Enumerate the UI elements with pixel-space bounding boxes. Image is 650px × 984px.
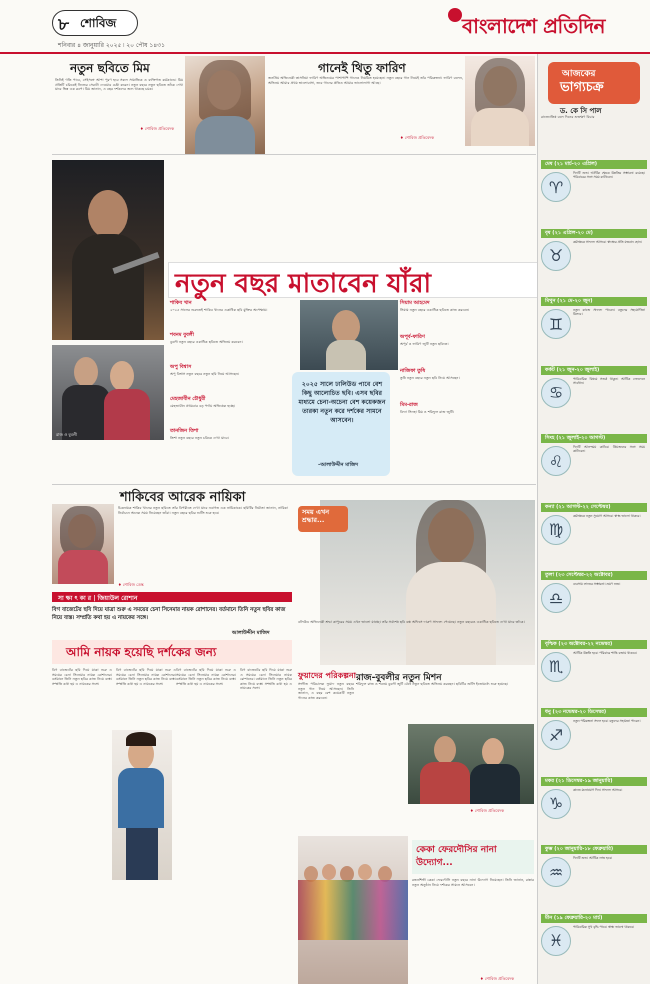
divider: [52, 484, 536, 485]
horoscope-title: ভাগ্যচক্র: [560, 80, 604, 95]
horoscope-author: ড. কে সি পাল: [560, 107, 602, 115]
raj-text: শরিফুল রাজ ও শবনম বুবলী জুটি বেঁধে নতুন ছবিতে অভিনয় করছেন। ছবিটির শুটিং ইতোমধ্যে শুরু হয়েছে।: [356, 682, 509, 686]
face-text-7: অপূর্ব ও ফারিণ জুটি নতুন ছবিতে।: [400, 342, 449, 346]
horoscope-sign-title: তুলা (২৩ সেপ্টেম্বর-২২ অক্টোবর): [541, 571, 647, 580]
zodiac-icon: ♍: [541, 515, 571, 545]
horoscope-sign-title: বৃষ (২১ এপ্রিল-২০ মে): [541, 229, 647, 238]
zodiac-icon: ♌: [541, 446, 571, 476]
quote-text: ২০২৫ সালে ঢালিউড পাবে বেশ কিছু আলোচিত ছবি। এসব ছবির মাধ্যমে চেনা-অচেনা বেশ কয়েকজন তারকা নতুন করে দর্শকের সামনে আসবেন।: [298, 381, 386, 424]
horoscope-intro: রাজ্যোতিষ বলে দিনের শুভক্ষণ বিচার: [541, 115, 595, 119]
horoscope-sign-title: বৃশ্চিক (২৩ অক্টোবর-২২ নভেম্বর): [541, 640, 647, 649]
shakib-credit: ♦ শোবিজ ডেস্ক: [118, 582, 144, 587]
horoscope-sign-text: পারিবারিক বিষয়ে সতর্ক থাকুন। আর্থিক লেনদেনে সাবধান।: [573, 376, 645, 385]
horoscope-sign-text: পারিবারিক সুখ বৃদ্ধি পাবে। স্বাস্থ্য ভালো থাকবে।: [573, 924, 635, 929]
brand-name: বাংলাদেশ প্রতিদিন: [462, 14, 605, 38]
zodiac-icon: ♐: [541, 720, 571, 750]
interview-author: আলাউদ্দীন মাজিদ: [232, 630, 270, 636]
new-faces-right: [400, 300, 534, 460]
roshan-photo: [112, 730, 172, 880]
face-name-9: মিম-রাজ: [400, 402, 418, 408]
gaane-text: জনপ্রিয় অভিনেত্রী তাসনিয়া ফারিণ অভিনয়ের পাশাপাশি গানেও নিয়মিত হয়েছেন। নতুন বছরে গান নিয়েই তাঁর পরিকল্পনা। ফারিণ বলেন, অভিনয় আমার প্রথম ভালোবাসা, তবে গানের প্রতিও আমার ভালোলাগা আছে।: [268, 76, 463, 85]
horoscope-sign-text: কর্মক্ষেত্রে সাফল্য আসবে। স্বাস্থ্যের প্রতি যত্নবান হোন।: [573, 239, 642, 244]
fusion-text: সংগীত পরিচালক ফুয়াদ নতুন বছরে নতুন গান নিয়ে আসছেন। তিনি জানান, এ বছর বেশ কয়েকটি নতুন গানের কাজ করবেন।: [298, 682, 354, 700]
farin-photo: [465, 56, 535, 146]
face-name-2: শবনম বুবলী: [170, 332, 194, 338]
interview-title: আমি নায়ক হয়েছি দর্শকের জন্য: [66, 645, 217, 659]
face-name-7: অপূর্ব-ফারিণ: [400, 334, 425, 340]
shomoy-title: সময় এখন শ্রদ্ধার...: [302, 508, 330, 524]
horoscope-sign-title: কন্যা (২১ আগস্ট-২২ সেপ্টেম্বর): [541, 503, 647, 512]
heroine-photo: [52, 504, 114, 584]
keka-credit: ♦ শোবিজ প্রতিবেদক: [480, 976, 515, 981]
horoscope-sign-text: নতুন পরিকল্পনা সফল হবে। বন্ধুদের সহায়তা পাবেন।: [573, 719, 641, 723]
zodiac-icon: ♋: [541, 378, 571, 408]
horoscope-sign-title: মেষ (২১ মার্চ-২০ এপ্রিল): [541, 160, 647, 169]
interview-col-1: বিগ বাজেটের ছবি দিয়ে যাত্রা শুরু এ সময়ের চেনা সিনেমার নায়ক রোশানের। বর্তমানে তিনি নতুন ছবির কাজ নিয়ে ব্যস্ত। সম্প্রতি কথা হয় এ নায়কের সঙ্গে।: [52, 668, 112, 686]
horoscope-sign-text: দিনটি শুভ। আর্থিক ক্ষেত্রে উন্নতির সম্ভাবনা রয়েছে। পরিবারের সঙ্গে সময় কাটাবেন।: [573, 171, 645, 180]
horoscope-sign-title: মীন (১৯ ফেব্রুয়ারি-২০ মার্চ): [541, 914, 647, 923]
keka-title: কেকা ফেরদৌসির নানা উদ্যোগ...: [416, 845, 497, 868]
horoscope-sign-text: নতুন কাজে সাফল্য পাবেন। বন্ধুদের সহযোগিতা মিলবে।: [573, 308, 645, 317]
page-number: ৮: [58, 15, 70, 35]
actress-photo: [300, 300, 398, 370]
horoscope-title-top: আজকের: [562, 69, 596, 79]
gaane-title: গানেই থিতু ফারিণ: [318, 61, 406, 75]
horoscope-sign-text: ব্যবসায় লাভের সম্ভাবনা। ভ্রমণ শুভ।: [573, 582, 621, 586]
horoscope-sign-title: মিথুন (২১ মে-২০ জুন): [541, 297, 647, 306]
face-name-3: অপু বিশ্বাস: [170, 364, 192, 370]
raj-bubly-photo: [408, 724, 534, 804]
face-name-1: শাকিব খান: [170, 300, 192, 306]
raj-credit: ♦ শোবিজ প্রতিবেদক: [470, 808, 505, 813]
brand-logo-icon: [448, 8, 462, 22]
keka-text: রন্ধনশিল্পী কেকা ফেরদৌসি নতুন বছরে নানা উদ্যোগ নিয়েছেন। তিনি জানান, রান্নার নতুন অনুষ্ঠান নিয়ে দর্শকের সামনে আসবেন।: [412, 878, 534, 887]
face-name-6: সিয়াম আহমেদ: [400, 300, 430, 306]
face-name-8: নাজিফা তুষি: [400, 368, 426, 374]
gaane-credit: ♦ শোবিজ প্রতিবেদক: [400, 135, 435, 140]
face-text-6: সিয়াম নতুন বছরে একাধিক ছবিতে কাজ করবেন।: [400, 308, 470, 312]
face-text-2: বুবলী নতুন বছরে একাধিক ছবিতে অভিনয় করবেন।: [170, 340, 243, 344]
shakib-photo: [52, 160, 164, 340]
shomoy-text: বলিউড অভিনেত্রী শ্রদ্ধা কাপুরের সময় এখন ভালো যাচ্ছে। তাঁর সর্বশেষ ছবি বক্স অফিসে দারুণ সাফল্য পেয়েছে। নতুন বছরেও একাধিক ছবিতে দেখা যাবে তাঁকে।: [298, 620, 525, 624]
zodiac-icon: ♑: [541, 789, 571, 819]
shakib-title: শাকিবের আরেক নায়িকা: [120, 490, 246, 505]
shakib-text: চিত্রনায়ক শাকিব খানের নতুন ছবিতে তাঁর বিপরীতে দেখা যাবে নবাগত এক নায়িকাকে। ছবিটির নির্মাতা জানান, নায়িকা নির্বাচনে অনেক সময় নিয়েছেন তাঁরা। নতুন বছরে ছবির শুটিং শুরু হবে।: [118, 506, 288, 515]
fusion-title: ফুয়াদের পরিকল্পনা: [298, 671, 357, 680]
face-name-4: মেহজাবীন চৌধুরী: [170, 396, 206, 402]
couple-photo: [52, 345, 164, 440]
horoscope-sign-title: ধনু (২৩ নভেম্বর-২০ ডিসেম্বর): [541, 708, 647, 717]
horoscope-sign-title: কর্কট (২১ জুন-২০ জুলাই): [541, 366, 647, 375]
mim-credit: ♦ শোবিজ প্রতিবেদক: [140, 126, 175, 131]
zodiac-icon: ♏: [541, 652, 571, 682]
zodiac-icon: ♓: [541, 926, 571, 956]
mim-photo: [185, 56, 265, 154]
face-text-4: মেহজাবীন প্রথমবার বড় পর্দায় অভিষেক হচ্ছে।: [170, 404, 236, 408]
horoscope-sign-text: দিনটি শুভ। আর্থিক লাভ হবে।: [573, 856, 613, 860]
mim-text: তিনিই গতি পাবে, সেইসঙ্গে আশা পূরণ হবে সকল সামাজিক ও ব্যক্তিগত কর্মকাণ্ডে। মিম প্রতিটি চরিত্রেই নিজের সেরাটা দেওয়ার চেষ্টা করেন। নতুন বছরে নতুন ছবিতে তাঁকে দেখা যাবে ভিন্ন এক রূপে। মিম জানান, এ বছর দর্শকদের জন্য থাকছে চমক।: [55, 78, 183, 92]
horoscope-sign-text: আর্থিক উন্নতি হবে। পরিবারে শান্তি বজায় থাকবে।: [573, 650, 637, 655]
interview-col-2: বিগ বাজেটের ছবি দিয়ে যাত্রা শুরু এ সময়ের চেনা সিনেমার নায়ক রোশানের। বর্তমানে তিনি নতুন ছবির কাজ নিয়ে ব্যস্ত। সম্প্রতি কথা হয় এ নায়কের সঙ্গে।: [116, 668, 176, 686]
date-line: শনিবার ৪ জানুয়ারি ২০২৫ ৷ ২০ পৌষ ১৪৩১: [58, 42, 165, 49]
face-name-5: তানজিন তিশা: [170, 428, 199, 434]
horoscope-sign-text: কাজে মনোযোগ দিন। সাফল্য আসবে।: [573, 787, 623, 792]
interview-col-3: বিগ বাজেটের ছবি দিয়ে যাত্রা শুরু এ সময়ের চেনা সিনেমার নায়ক রোশানের। বর্তমানে তিনি নতুন ছবির কাজ নিয়ে ব্যস্ত। সম্প্রতি কথা হয় এ নায়কের সঙ্গে।: [176, 668, 236, 686]
keka-photo: [298, 836, 408, 984]
section-name: শোবিজ: [80, 16, 117, 30]
zodiac-icon: ♊: [541, 309, 571, 339]
quote-author: –আলাউদ্দীন মাজিদ: [318, 462, 359, 468]
mim-title: নতুন ছবিতে মিম: [70, 61, 150, 75]
horoscope-sign-title: মকর (২১ ডিসেম্বর-১৯ জানুয়ারি): [541, 777, 647, 786]
couple-caption: রাজ ও বুবলী: [56, 432, 78, 437]
horoscope-sign-title: কুম্ভ (২০ জানুয়ারি-১৮ ফেব্রুয়ারি): [541, 845, 647, 854]
zodiac-icon: ♉: [541, 241, 571, 271]
interview-tag: সা ক্ষা ৎ কা র | জিয়াউল রোশান: [58, 595, 138, 602]
face-text-5: তিশা নতুন বছরে নতুন চরিত্রে দেখা যাবে।: [170, 436, 229, 440]
horoscope-sign-title: সিংহ (২১ জুলাই-২০ আগস্ট): [541, 434, 647, 443]
horoscope-sign-text: কর্মক্ষেত্রে নতুন সুযোগ আসবে। স্বাস্থ্য ভালো থাকবে।: [573, 513, 641, 518]
new-faces-left: [170, 300, 290, 460]
zodiac-icon: ♒: [541, 857, 571, 887]
zodiac-icon: ♎: [541, 583, 571, 613]
face-text-1: ২০২৫ সালের শুরুতেই শাকিব খানের একাধিক ছবি মুক্তির অপেক্ষায়।: [170, 308, 268, 312]
interview-intro: বিগ বাজেটের ছবি দিয়ে যাত্রা শুরু এ সময়ের চেনা সিনেমার নায়ক রোশানের। বর্তমানে তিনি নতুন ছবির কাজ নিয়ে ব্যস্ত। সম্প্রতি কথা হয় এ নায়কের সঙ্গে।: [52, 607, 286, 621]
raj-title: রাজ-বুবলীর নতুন মিশন: [356, 673, 442, 683]
face-text-8: তুষি নতুন বছরে নতুন ছবি নিয়ে আসছেন।: [400, 376, 460, 380]
face-text-3: অপু বিশ্বাস নতুন বছরে নতুন ছবি নিয়ে আসছেন।: [170, 372, 240, 376]
face-text-9: বিদ্যা সিনহা মিম ও শরিফুল রাজ জুটি।: [400, 410, 455, 414]
divider: [52, 154, 536, 155]
banner-title: নতুন বছর মাতাবেন যাঁরা: [175, 269, 432, 299]
zodiac-icon: ♈: [541, 172, 571, 202]
interview-col-4: বিগ বাজেটের ছবি দিয়ে যাত্রা শুরু এ সময়ের চেনা সিনেমার নায়ক রোশানের। বর্তমানে তিনি নতুন ছবির কাজ নিয়ে ব্যস্ত। সম্প্রতি কথা হয় এ নায়কের সঙ্গে।: [240, 668, 292, 691]
horoscope-sign-text: দিনটি আনন্দময় কাটবে। প্রিয়জনের সঙ্গে সময় কাটাবেন।: [573, 445, 645, 454]
